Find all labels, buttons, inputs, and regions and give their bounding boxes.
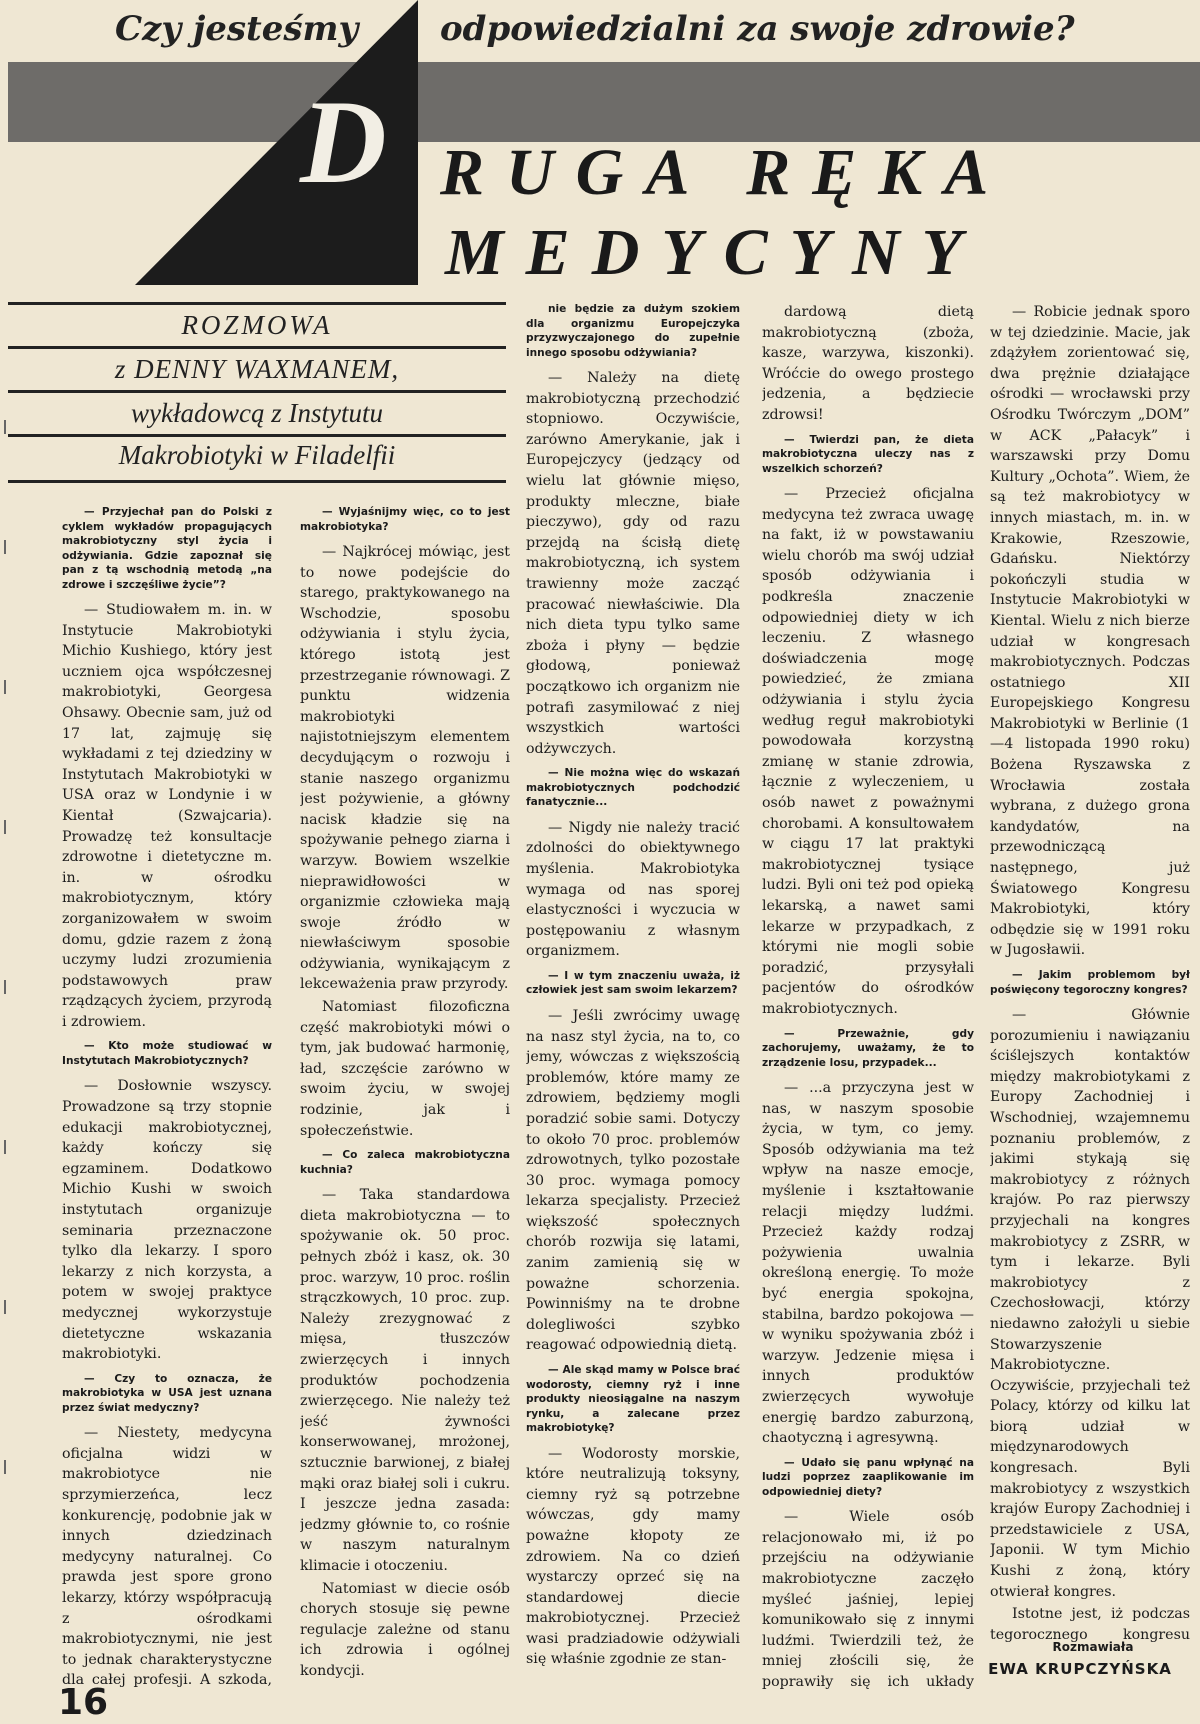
byline-name: EWA KRUPCZYŃSKA xyxy=(988,1660,1172,1678)
interview-answer: — Najkrócej mówiąc, jest to nowe podejście do starego, praktykowanego na Wschodzie, sposobu odżywiania i stylu życia, którego istotą jest przestrzeganie równowagi. Z punktu widzenia makrobiotyki najistotniejszym elementem decydującym o rozwoju i stanie naszego organizmu jest pożywienie, a główny nacisk kładzie się na spożywanie pełnego ziarna i warzyw. Bowiem wszelkie nieprawidłowości w organizmie człowieka mają swoje źródło w niewłaściwym sposobie odżywiania, wynikającym z lekceważenia praw przyrody. xyxy=(300,544,510,993)
interview-answer: — Studiowałem m. in. w Instytucie Makrobiotyki Michio Kushiego, który jest uczniem ojca współczesnej makrobiotyki, Georgesa Ohsawy. Obecnie sam, już od 17 lat, zajmuję się wykładami z tej dziedziny w Instytutach Makrobiotyki w USA oraz w Londynie i w Kientał (Szwajcaria). Prowadzę też konsultacje zdrowotne i dietetyczne m. in. w ośrodku makrobiotycznym, który zorganizowałem w swoim domu, gdzie razem z żoną uczymy ludzi zrozumienia podstawowych praw rządzących życiem, przyrodą i zdrowiem. xyxy=(62,602,272,1030)
interview-answer: Natomiast w diecie osób chorych stosuje się pewne regulacje zależne od stanu ich zdrowia i ogólnej kondycji. xyxy=(300,1580,510,1679)
interview-answer: — Należy na dietę makrobiotyczną przechodzić stopniowo. Oczywiście, zarówno Amerykanie, jak i Europejczycy (jedzący od wielu lat głównie mięso, produkty mleczne, białe pieczywo), gdy od razu przejdą na ścisłą dietę makrobiotyczną, ich system trawienny może zacząć pracować niewłaściwie. Dla nich dieta typu tylko same zboża i płyny — będzie głodową, ponieważ początkowo ich organizm nie potrafi zasymilować z niej wszystkich wartości odżywczych. xyxy=(526,370,740,757)
headline-line-1: RUGA RĘKA xyxy=(440,136,1011,209)
divider-rule xyxy=(8,390,506,393)
page-number: 16 xyxy=(58,1682,109,1723)
text-column-1 xyxy=(62,505,272,1690)
text-column-3 xyxy=(526,302,740,1692)
divider-rule xyxy=(8,346,506,349)
interview-answer: — ...a przyczyna jest w nas, w naszym sposobie życia, w tym, co jemy. Sposób odżywiania ma też wpływ na nasze emocje, myślenie i kształtowanie relacji między ludźmi. Przecież każdy rodzaj pożywienia uwalnia określoną energię. To może być energia spokojna, stabilna, bardzo pokojowa — w wyniku spożywania zbóż i warzyw. Jedzenie mięsa i innych produktów zwierzęcych wywołuje energię bardzo zaburzoną, chaotyczną i agresywną. xyxy=(762,1080,974,1447)
interview-answer: — Niestety, medycyna oficjalna widzi w makrobiotyce nie sprzymierzeńca, lecz konkurencję, podobnie jak w innych dziedzinach medycyny naturalnej. Co prawda jest spore grono lekarzy, którzy współpracują z ośrodkami makrobiotycznymi, nie jest to jednak charakterystyczne dla całej profesji. A szkoda, xyxy=(62,1425,272,1689)
interview-question: — I w tym znaczeniu uważa, iż człowiek jest sam swoim lekarzem? xyxy=(526,969,740,997)
byline-label: Rozmawiała xyxy=(1052,1640,1134,1654)
interview-answer: dardową dietą makrobiotyczną (zboża, kasze, warzywa, kiszonki). Wróćcie do owego prostego jedzenia, a będziecie zdrowsi! xyxy=(762,304,974,423)
interview-question: — Kto może studiować w Instytutach Makrobiotycznych? xyxy=(62,1040,272,1067)
interview-question: — Nie można więc do wskazań makrobiotycznych podchodzić fanatycznie... xyxy=(526,767,740,809)
interview-question: — Przyjechał pan do Polski z cyklem wykładów propagujących makrobiotyczny styl życia i odżywiania. Gdzie zapoznał się pan z tą wschodnią metodą „na zdrowe i szczęśliwe życie”? xyxy=(62,506,272,591)
margin-binding-marks xyxy=(0,420,14,1520)
interview-question: — Jakim problemom był poświęcony tegoroczny kongres? xyxy=(990,969,1190,996)
header-question-right: odpowiedzialni za swoje zdrowie? xyxy=(440,9,1075,49)
interview-question: — Twierdzi pan, że dieta makrobiotyczna uleczy nas z wszelkich schorzeń? xyxy=(762,433,974,475)
interview-answer: Istotne jest, iż podczas tegorocznego kongresu xyxy=(990,1606,1190,1643)
interview-question: — Udało się panu wpłynąć na ludzi poprzez zaaplikowanie im odpowiedniej diety? xyxy=(762,1456,974,1498)
header-question xyxy=(0,4,1200,54)
interview-answer: — Robicie jednak sporo w tej dziedzinie. Macie, jak zdążyłem zorientować się, dwa prężnie działające ośrodki — wrocławski przy Ośrodku Twórczym „DOM” w ACK „Pałacyk” i warszawski przy Domu Kultury „Ochota”. Wiem, że są też makrobiotycy w innych miastach, m. in. w Krakowie, Rzeszowie, Gdańsku. Niektórzy pokończyli studia w Instytucie Makrobiotyki w Kiental. Wielu z nich bierze udział w kongresach makrobiotycznych. Podczas ostatniego XII Europejskiego Kongresu Makrobiotyki w Berlinie (1—4 listopada 1990 roku) Bożena Ryszawska z Wrocławia została wybrana, z dużego grona kandydatów, na przewodniczącą następnego, już Światowego Kongresu Makrobiotyki, który odbędzie się w 1991 roku w Jugosławii. xyxy=(990,304,1190,959)
divider-rule xyxy=(8,434,506,437)
interview-question: — Wyjaśnijmy więc, co to jest makrobiotyka? xyxy=(300,506,510,533)
divider-rule xyxy=(8,480,506,483)
headline-line-2: MEDYCYNY xyxy=(445,216,984,289)
interview-answer: — Przecież oficjalna medycyna też zwraca uwagę na fakt, iż w powstawaniu wielu chorób ma swój udział sposób odżywiania i podkreśla znaczenie odpowiedniej diety w ich leczeniu. Z własnego doświadczenia mogę powiedzieć, że zmiana odżywiania i stylu życia według reguł makrobiotyki powodowała korzystną zmianę w stanie zdrowia, łącznie z wyleczeniem, u osób nawet z poważnymi chorobami. A konsultowałem w ciągu 17 lat praktyki makrobiotycznej tysiące ludzi. Byli oni też pod opieką lekarską, a nawet sami lekarze w przypadkach, z którymi nie mogli sobie poradzić, przysyłali pacjentów do ośrodków makrobiotycznych. xyxy=(762,486,974,1017)
interview-question: — Co zaleca makrobiotyczna kuchnia? xyxy=(300,1149,510,1176)
text-column-2 xyxy=(300,505,510,1690)
interviewee-role: wykładowcą z Instytutu xyxy=(131,398,383,428)
text-column-5 xyxy=(990,302,1190,1647)
interview-answer: — Dosłownie wszyscy. Prowadzone są trzy stopnie edukacji makrobiotycznej, każdy kończy się egzaminem. Dodatkowo Michio Kushi w swoich instytutach organizuje seminaria przeznaczone tylko dla lekarzy. I sporo lekarzy z nich korzysta, a potem w swojej praktyce medycznej wykorzystuje dietetyczne wskazania makrobiotyki. xyxy=(62,1078,272,1363)
interview-answer: — Wodorosty morskie, które neutralizują toksyny, ciemny ryż są potrzebne wówczas, gdy mamy poważne kłopoty ze zdrowiem. Na co dzień wystarczy oprzeć się na standardowej diecie makrobiotycznej. Przecież wasi pradziadowie odżywiali się właśnie zgodnie ze stan- xyxy=(526,1445,740,1668)
divider-rule xyxy=(8,302,506,305)
interview-question: — Ale skąd mamy w Polsce brać wodorosty, ciemny ryż i inne produkty nieosiągalne na naszym rynku, a zalecane przez makrobiotykę? xyxy=(526,1364,740,1435)
interview-question xyxy=(300,1688,510,1690)
interview-question: — Czy to oznacza, że makrobiotyka w USA jest uznana przez świat medyczny? xyxy=(62,1372,272,1414)
interview-answer: — Głównie porozumieniu i nawiązaniu ściślejszych kontaktów między makrobiotykami z Europy Zachodniej i Wschodniej, wzajemnemu poznaniu problemów, z jakimi stykają się makrobiotycy z różnych krajów. Po raz pierwszy przyjechali na kongres makrobiotycy z ZSRR, w tym i lekarze. Byli makrobiotycy z Czechosłowacji, którzy niedawno założyli u siebie Stowarzyszenie Makrobiotyczne. Oczywiście, przyjechali też Polacy, którzy od kilku lat biorą udział w międzynarodowych kongresach. Byli makrobiotycy z wszystkich krajów Europy Zachodniej i przedstawiciele z USA, Japonii. W tym Michio Kushi z żoną, który otwierał kongres. xyxy=(990,1007,1190,1600)
interview-answer: — Wiele osób relacjonowało mi, iż po przejściu na odżywianie makrobiotyczne zaczęło myśleć jaśniej, lepiej komunikowało się z innymi ludźmi. Twierdzili też, że mniej złościli się, że poprawiły się ich układy xyxy=(762,1509,974,1690)
interviewee-name: z DENNY WAXMANEM, xyxy=(114,354,400,384)
interview-answer: — Taka standardowa dieta makrobiotyczna — to spożywanie ok. 50 proc. pełnych zbóż i kasz, ok. 30 proc. warzyw, 10 proc. roślin strączkowych, 10 proc. zup. Należy zrezygnować z mięsa, tłuszczów zwierzęcych i innych produktów pochodzenia zwierzęcego. Nie należy też jeść żywności konserwowanej, mrożonej, sztucznie barwionej, z białej mąki oraz białej soli i cukru. I jeszcze jedna zasada: jedzmy głównie to, co rośnie w naszym naturalnym klimacie i otoczeniu. xyxy=(300,1187,510,1574)
text-column-4 xyxy=(762,302,974,1692)
interview-question: nie będzie za dużym szokiem dla organizmu Europejczyka przyzwyczajonego do zupełnie innego sposobu odżywiania? xyxy=(526,303,740,359)
interview-answer: — Jeśli zwrócimy uwagę na nasz styl życia, na to, co jemy, wówczas z większością problemów, które mamy ze zdrowiem, będziemy mogli poradzić sobie sami. Dotyczy to około 70 proc. problemów zdrowotnych, tylko pozostałe 30 proc. wymaga pomocy lekarza specjalisty. Przecież większość społecznych chorób rozwija się latami, zanim zamienią się w poważne schorzenia. Powinniśmy na te drobne dolegliwości szybko reagować odpowiednią dietą. xyxy=(526,1007,740,1354)
interview-answer: — Nigdy nie należy tracić zdolności do obiektywnego myślenia. Makrobiotyka wymaga od nas sporej elastyczności i wyczucia w postępowaniu z własnym organizmem. xyxy=(526,819,740,960)
interviewee-institute: Makrobiotyki w Filadelfii xyxy=(118,440,396,470)
interview-question: — Przeważnie, gdy zachorujemy, uważamy, że to zrządzenie losu, przypadek... xyxy=(762,1027,974,1069)
interview-label: ROZMOWA xyxy=(181,310,333,340)
header-question-left: Czy jesteśmy xyxy=(115,9,359,49)
headline-drop-letter: D xyxy=(300,75,387,208)
interview-answer: Natomiast filozoficzna część makrobiotyki mówi o tym, jak budować harmonię, ład, szczęście zarówno w swoim życiu, w swojej rodzinie, jak i społeczeństwie. xyxy=(300,999,510,1139)
